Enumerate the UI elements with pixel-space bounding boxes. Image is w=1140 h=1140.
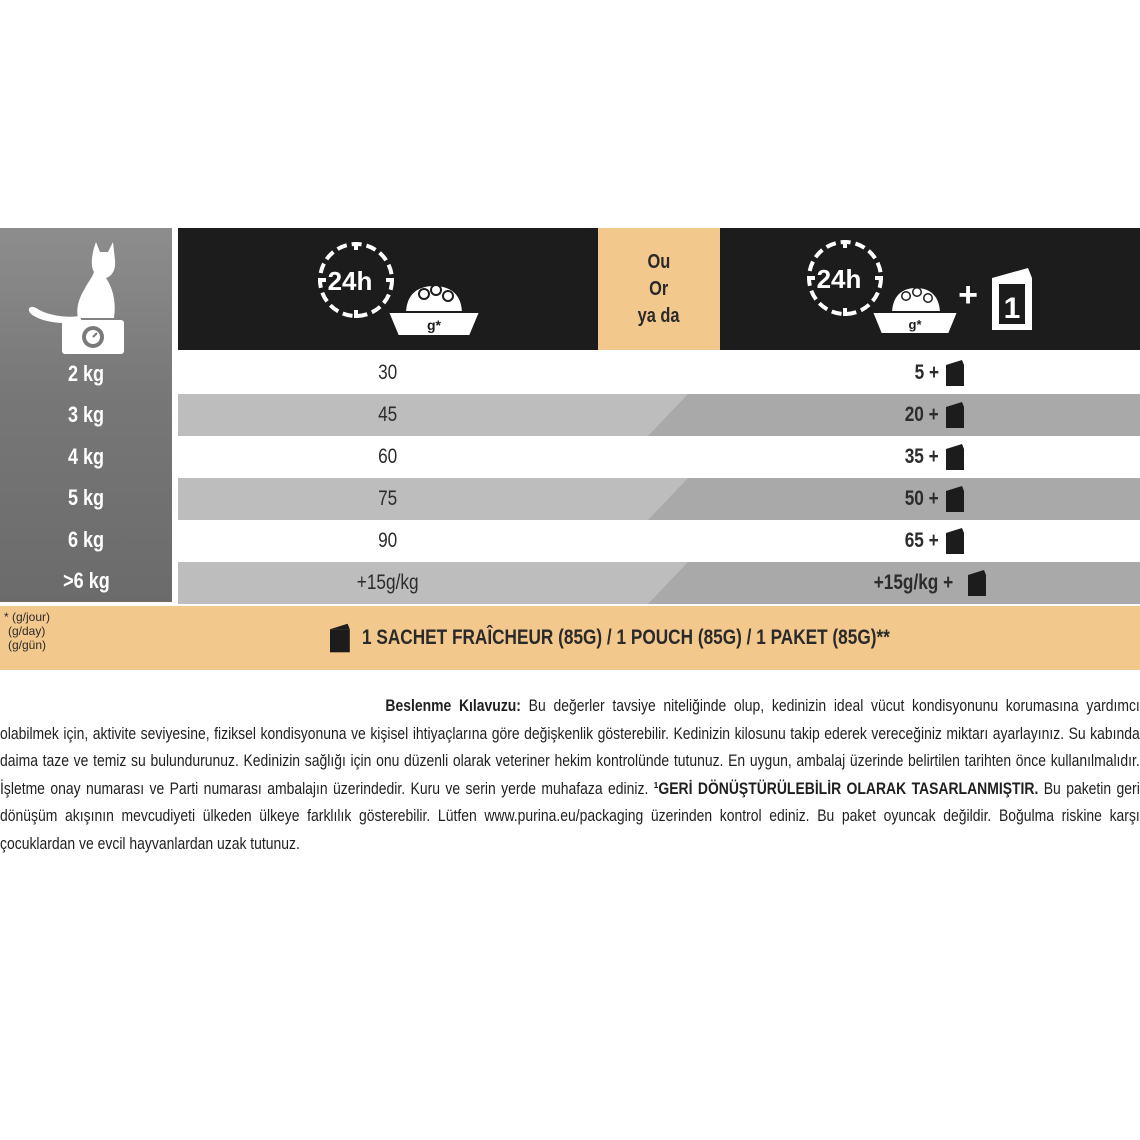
guide-tail: Bu paketin geri dönüşüm akışının mevcudiyeti ülkeden ülkeye farklılık gösterebilir. Lütfen www.purina.eu/packaging üzerinden kontrol ediniz. Bu paket oyuncak değildir. Boğulma riskine karşı çocuklardan ve evcil hayvanlardan uzak tutunuz. bbox=[0, 778, 1140, 853]
food-bowl-icon bbox=[872, 287, 958, 334]
pouch-icon bbox=[946, 528, 966, 554]
dry-amount: 30 bbox=[378, 361, 398, 384]
weight-over-6kg: >6 kg bbox=[62, 568, 110, 593]
table-row bbox=[178, 436, 1140, 478]
table-row bbox=[178, 394, 1140, 436]
dry-amount: 75 bbox=[378, 487, 398, 510]
weight-5kg: 5 kg bbox=[67, 485, 105, 510]
guide-title: Beslenme Kılavuzu: bbox=[385, 696, 521, 715]
pouch-icon bbox=[946, 360, 966, 386]
svg-text:24h: 24h bbox=[816, 264, 862, 294]
dry-amount: 90 bbox=[378, 529, 398, 552]
header-or bbox=[598, 228, 720, 350]
mixed-amount: 35 + bbox=[904, 445, 939, 468]
guide-body: Bu değerler tavsiye niteliğinde olup, kedinizin ideal vücut kondisyonunu korumasına yardımcı olabilmek için, aktivite seviyesine, fiziksel kondisyonuna ve kişisel ihtiyaçlarına göre değişkenlik gösterebilir. Kedinizin kilosunu takip ederek vereceğiniz miktarı ayarlayınız. Su kabında daima taze ve temiz su bulundurunuz. Kedinizin sağlığı için onu düzenli olarak veteriner hekim kontrolünde tutunuz. En uygun, ambalaj üzerinde belirtilen tarihten önce kullanılmalıdır. İşletme onay numarası ve Parti numarası ambalajın üzerindedir. Kuru ve serin yerde muhafaza ediniz. bbox=[0, 696, 1140, 798]
pouch-icon bbox=[946, 444, 966, 470]
pouch-icon bbox=[992, 268, 1032, 330]
recycle-note: ¹GERİ DÖNÜŞTÜRÜLEBİLİR OLARAK TASARLANMIŞTIR. bbox=[653, 778, 1039, 798]
svg-text:g*: g* bbox=[908, 317, 922, 332]
table-row bbox=[178, 352, 1140, 394]
weight-3kg: 3 kg bbox=[67, 402, 105, 427]
pouch-icon bbox=[330, 623, 352, 653]
feeding-guide bbox=[0, 692, 1140, 857]
weight-2kg: 2 kg bbox=[67, 361, 105, 386]
weight-6kg: 6 kg bbox=[67, 527, 105, 552]
pouch-size-text: 1 SACHET FRAÎCHEUR (85G) / 1 POUCH (85G) / 1 PAKET (85G)** bbox=[362, 626, 890, 649]
svg-text:24h: 24h bbox=[327, 266, 373, 296]
units-note: * (g/jour) (g/day) (g/gün) bbox=[4, 610, 51, 652]
mixed-amount: 50 + bbox=[904, 487, 939, 510]
mixed-amount: 65 + bbox=[904, 529, 939, 552]
clock-24h-icon bbox=[318, 242, 394, 318]
mixed-amount: 5 + bbox=[914, 361, 940, 384]
pouch-icon bbox=[946, 486, 966, 512]
mixed-amount: 20 + bbox=[904, 403, 939, 426]
table-row bbox=[178, 520, 1140, 562]
pouch-size-line bbox=[330, 622, 1006, 654]
food-bowl-icon bbox=[388, 284, 480, 336]
svg-text:g*: g* bbox=[427, 317, 441, 333]
weight-column bbox=[0, 228, 172, 602]
svg-text:1: 1 bbox=[1003, 292, 1021, 325]
clock-24h-icon bbox=[807, 240, 883, 316]
or-english: Or bbox=[649, 277, 669, 300]
dry-amount: +15g/kg bbox=[357, 571, 419, 594]
cat-on-scale-icon bbox=[18, 238, 148, 356]
pouch-size-band bbox=[0, 606, 1140, 670]
or-french: Ou bbox=[647, 250, 671, 273]
or-turkish: ya da bbox=[638, 304, 680, 327]
plus-sign: + bbox=[958, 276, 978, 314]
weight-4kg: 4 kg bbox=[67, 444, 105, 469]
table-row bbox=[178, 562, 1140, 604]
pouch-icon bbox=[946, 402, 966, 428]
header-dry-only bbox=[178, 228, 598, 350]
dry-amount: 60 bbox=[378, 445, 398, 468]
pouch-icon bbox=[968, 570, 988, 596]
mixed-amount: +15g/kg + bbox=[873, 571, 954, 594]
dry-amount: 45 bbox=[378, 403, 398, 426]
table-row bbox=[178, 478, 1140, 520]
header-mixed bbox=[720, 228, 1140, 350]
